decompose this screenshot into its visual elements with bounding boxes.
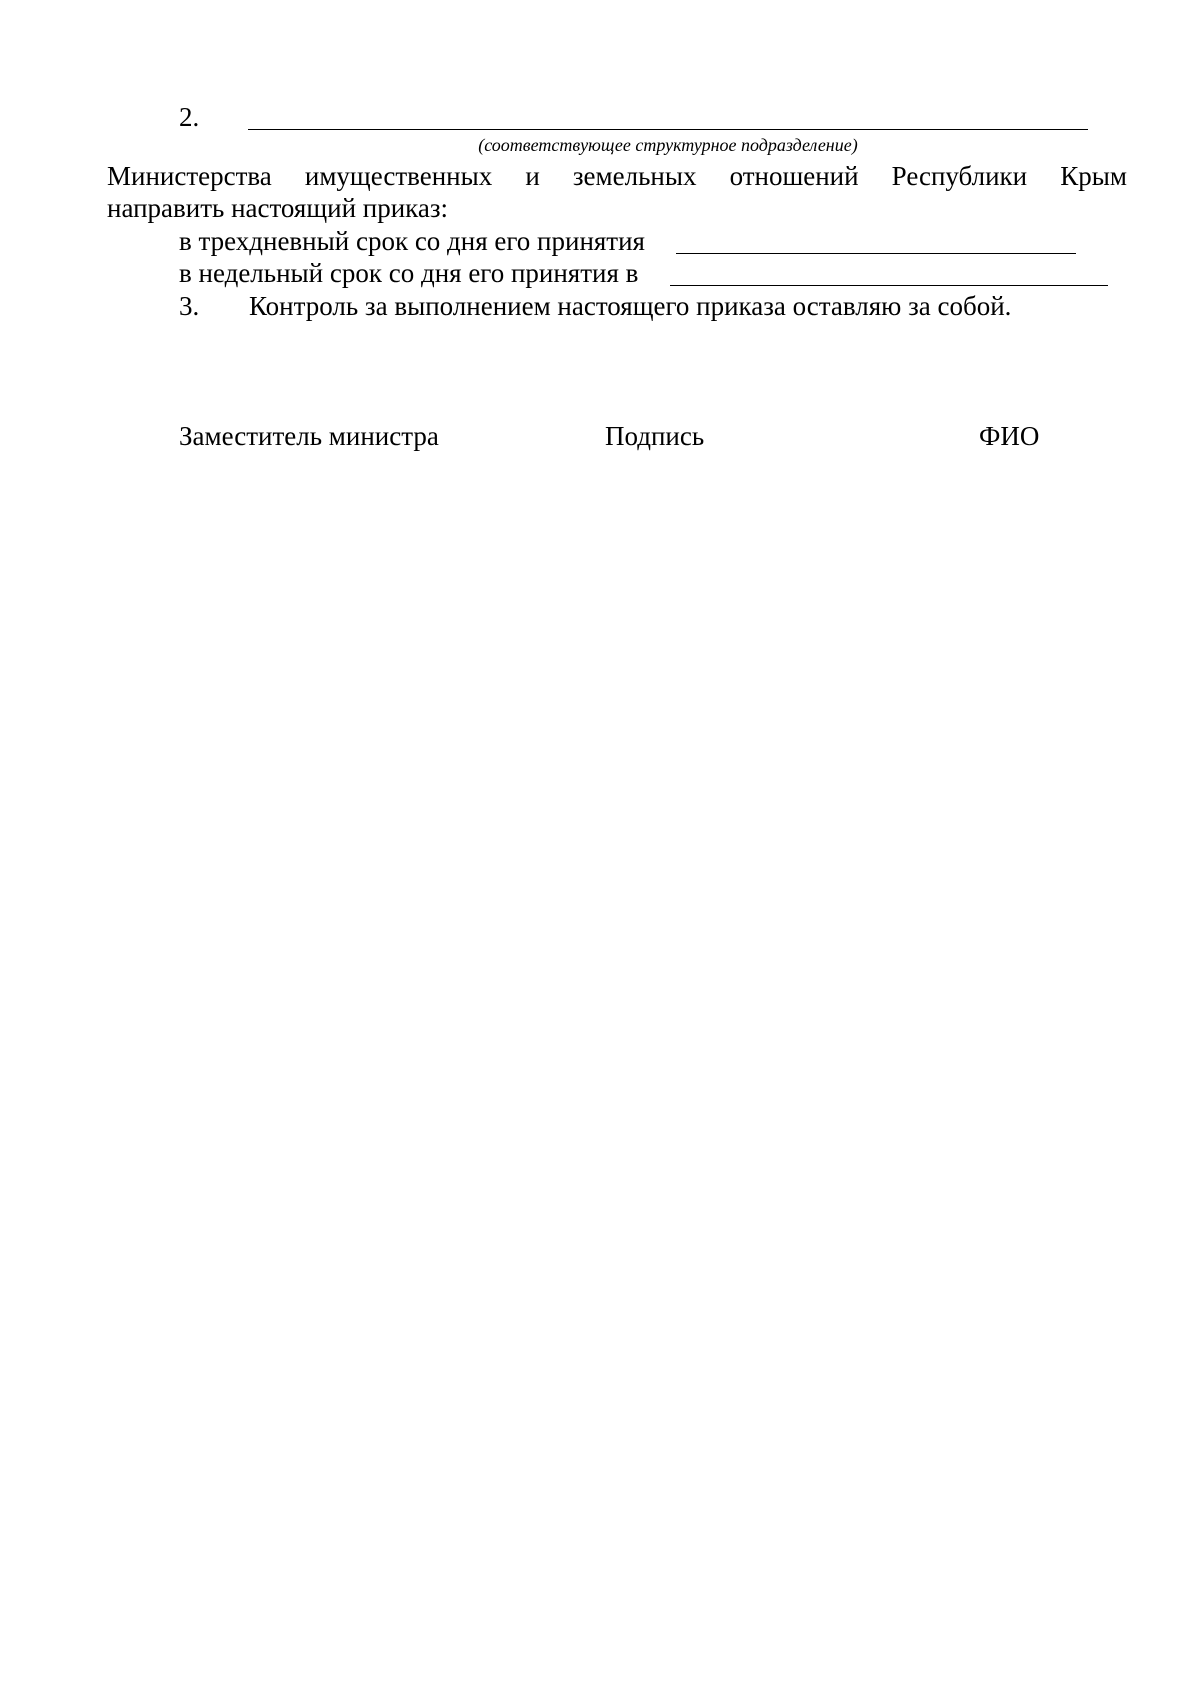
direct-order-text: направить настоящий приказ: xyxy=(107,193,449,223)
ministry-word: Республики xyxy=(891,161,1028,191)
ministry-line xyxy=(107,160,1127,192)
signatory-position: Заместитель министра xyxy=(179,421,439,451)
ministry-word: отношений xyxy=(729,161,859,191)
deadline-three-days: в трехдневный срок со дня его принятия xyxy=(179,226,645,256)
ministry-word: земельных xyxy=(572,161,697,191)
deadline-week-line xyxy=(670,285,1108,286)
ministry-word: Министерства xyxy=(107,161,272,191)
signatory-name-label: ФИО xyxy=(979,421,1040,451)
item-3-text: Контроль за выполнением настоящего приказа оставляю за собой. xyxy=(249,291,1012,321)
item-3-number: 3. xyxy=(179,291,200,321)
ministry-word: Крым xyxy=(1060,161,1127,191)
department-fill-line xyxy=(248,129,1088,130)
ministry-word: и xyxy=(525,161,540,191)
item-2-number: 2. xyxy=(179,102,200,132)
signature-label: Подпись xyxy=(605,421,705,451)
deadline-week: в недельный срок со дня его принятия в xyxy=(179,258,639,288)
department-caption: (соответствующее структурное подразделение) xyxy=(478,135,858,155)
ministry-word: имущественных xyxy=(304,161,493,191)
deadline-three-days-line xyxy=(676,253,1076,254)
